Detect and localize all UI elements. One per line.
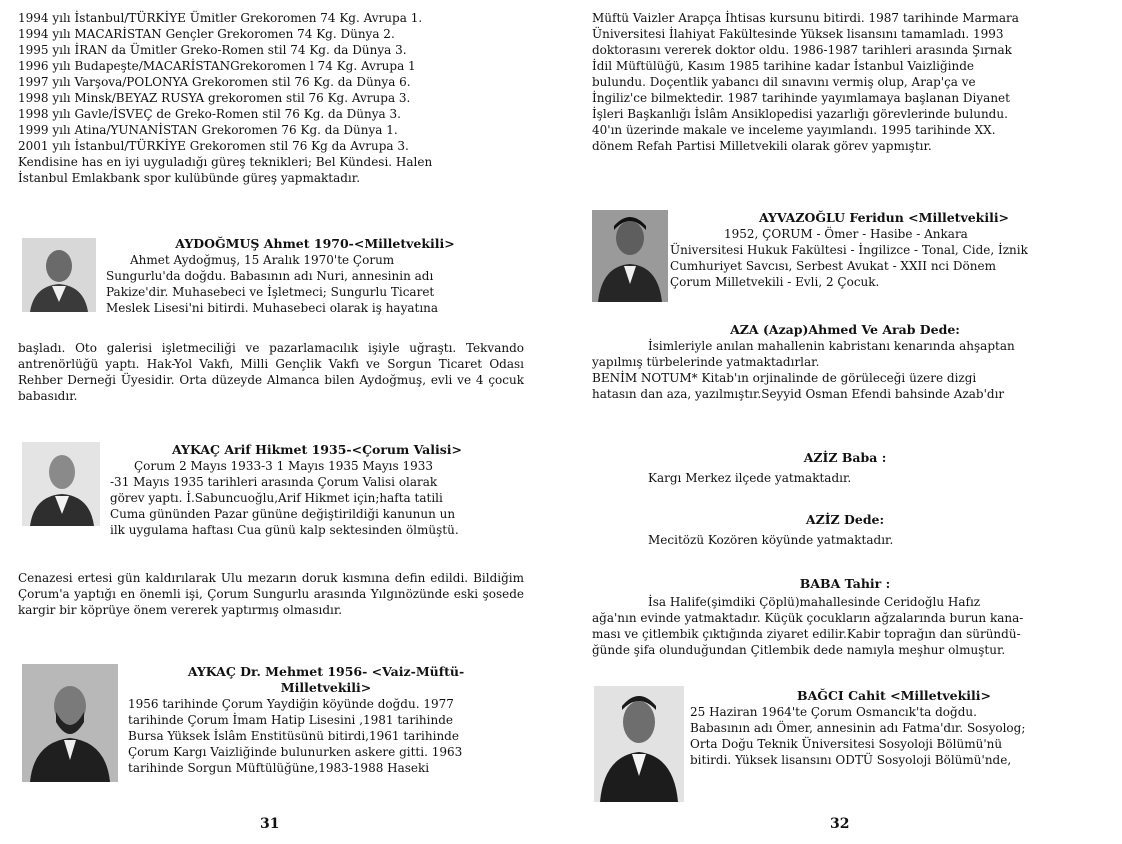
bio-line: 1952, ÇORUM - Ömer - Hasibe - Ankara [724, 227, 968, 241]
bio-line: İşleri Başkanlığı İslâm Ansiklopedisi yazarlığı görevlerinde bulundu. [592, 107, 1008, 121]
record-line: 1994 yılı MACARİSTAN Gençler Grekoromen 74 Kg. Dünya 2. [18, 27, 395, 41]
entry-aykac-mehmet [128, 664, 524, 776]
bio-line: Kargı Merkez ilçede yatmaktadır. [648, 471, 852, 485]
bio-line: Bursa Yüksek İslâm Enstitüsünü bitirdi,1961 tarihinde [128, 729, 459, 743]
bio-line: Ahmet Aydoğmuş, 15 Aralık 1970'te Çorum [130, 253, 395, 267]
bio-line: Çorum Milletvekili - Evli, 2 Çocuk. [670, 275, 880, 289]
left-page [18, 10, 524, 844]
bio-line: 40'ın üzerinde makale ve inceleme yayımlandı. 1995 tarihinde XX. [592, 123, 996, 137]
bio-line: Müftü Vaizler Arapça İhtisas kursunu bitirdi. 1987 tarihinde Marmara [592, 11, 1019, 25]
portrait-ayvazoglu [592, 210, 668, 302]
entry-aydogmus [106, 236, 524, 316]
entry-heading: AZİZ Baba : [803, 450, 887, 465]
entry-heading: Milletvekili> [280, 680, 372, 695]
page-number: 31 [260, 816, 280, 832]
bio-line: tarihinde Çorum İmam Hatip Lisesini ,1981 tarihinde [128, 713, 453, 727]
bio-line: Çorum Kargı Vaizliğinde bulunurken askere gitti. 1963 [128, 745, 463, 759]
entry-baba-tahir [592, 576, 1098, 658]
bio-line: BENİM NOTUM* Kitab'ın orjinalinde de görüleceği üzere dizgi [592, 371, 977, 385]
bio-line: Pakize'dir. Muhasebeci ve İşletmeci; Sungurlu Ticaret [106, 285, 435, 299]
bio-line: İsa Halife(şimdiki Çöplü)mahallesinde Ceridoğlu Hafız [648, 595, 981, 609]
record-line: İstanbul Emlakbank spor kulübünde güreş yapmaktadır. [18, 171, 361, 185]
bio-line: Cumhuriyet Savcısı, Serbest Avukat - XXII nci Dönem [670, 259, 996, 273]
record-line: 1995 yılı İRAN da Ümitler Greko-Romen stil 74 Kg. da Dünya 3. [18, 43, 407, 57]
entry-heading: AYKAÇ Arif Hikmet 1935-<Çorum Valisi> [171, 442, 463, 457]
bio-line: Orta Doğu Teknik Üniversitesi Sosyoloji Bölümü'nü [690, 737, 1003, 751]
entry-heading: BABA Tahir : [799, 576, 891, 591]
record-line: 2001 yılı İstanbul/TÜRKİYE Grekoromen stil 76 Kg da Avrupa 3. [18, 139, 409, 153]
bio-line: yapılmış türbelerinde yatmaktadırlar. [592, 355, 820, 369]
bio-line: bitirdi. Yüksek lisansını ODTÜ Sosyoloji Bölümü'nde, [690, 753, 1012, 767]
portrait-aykac-mehmet [22, 664, 118, 782]
bio-line: Meslek Lisesi'ni bitirdi. Muhasebeci olarak iş hayatına [106, 301, 439, 315]
entry-heading: AYDOĞMUŞ Ahmet 1970-<Milletvekili> [175, 236, 455, 251]
entry-heading: AZİZ Dede: [805, 512, 885, 527]
bio-line: İngiliz'ce bilmektedir. 1987 tarihinde yayımlamaya başlanan Diyanet [592, 91, 1010, 105]
page-number: 32 [830, 816, 850, 832]
bio-text: başladı. Oto galerisi işletmeciliği ve pazarlamacılık işiyle uğraştı. Tekvando antrenörlüğü yaptı. Hak-Yol Vakfı, Milli Gençlik Vakfı ve Sorgun Ticaret Odası Rehber Derneği Üyesidir. Orta düzeyde Almanca bilen Aydoğmuş, evli ve 4 çocuk babasıdır. [18, 341, 524, 403]
bio-line: ağa'nın evinde yatmaktadır. Küçük çocukların ağzalarında burun kana- [592, 611, 1024, 625]
entry-aziz-dede [592, 512, 1098, 548]
bio-line: Babasının adı Ömer, annesinin adı Fatma'dır. Sosyolog; [690, 721, 1026, 735]
record-line: 1998 yılı Minsk/BEYAZ RUSYA grekoromen stil 76 Kg. Avrupa 3. [18, 91, 411, 105]
record-line: 1999 yılı Atina/YUNANİSTAN Grekoromen 76 Kg. da Dünya 1. [18, 123, 398, 137]
entry-heading: BAĞCI Cahit <Milletvekili> [797, 688, 991, 703]
bio-line: ğünde şifa olunduğundan Çitlembik dede namıyla meşhur olmuştur. [592, 643, 1006, 657]
bio-line: İdil Müftülüğü, Kasım 1985 tarihine kadar İstanbul Vaizliğinde [592, 59, 975, 73]
entry-aziz-baba [592, 450, 1098, 486]
record-line: 1996 yılı Budapeşte/MACARİSTANGrekoromen l 74 Kg. Avrupa 1 [18, 59, 416, 73]
bio-line: hatasın dan aza, yazılmıştır.Seyyid Osman Efendi bahsinde Azab'dır [592, 387, 1005, 401]
entry-aykac-arif [110, 442, 524, 538]
bio-line: dönem Refah Partisi Milletvekili olarak görev yapmıştır. [592, 139, 932, 153]
right-page [592, 10, 1098, 844]
entry-ayvazoglu [670, 210, 1098, 290]
bio-text: Cenazesi ertesi gün kaldırılarak Ulu mezarın doruk kısmına defin edildi. Bildiğim Çorum'a yaptığı en önemli işi, Çorum Sungurlu arasında Yılgınözünde eski şosede kargir bir köprüye önem vererek yaptırmış olmasıdır. [18, 571, 524, 617]
bio-line: Mecitözü Kozören köyünde yatmaktadır. [648, 533, 894, 547]
bio-line: tarihinde Sorgun Müftülüğüne,1983-1988 Haseki [128, 761, 430, 775]
record-line: 1998 yılı Gavle/İSVEÇ de Greko-Romen stil 76 Kg. da Dünya 3. [18, 107, 401, 121]
bio-line: Cuma gününden Pazar gününe değiştirildiği kanunun un [110, 507, 456, 521]
entry-heading: AYKAÇ Dr. Mehmet 1956- <Vaiz-Müftü- [187, 664, 465, 679]
record-line: 1994 yılı İstanbul/TÜRKİYE Ümitler Grekoromen 74 Kg. Avrupa 1. [18, 11, 423, 25]
bio-line: İsimleriyle anılan mahallenin kabristanı kenarında ahşaptan [648, 339, 1015, 353]
bio-line: ması ve çitlembik çıktığında ziyaret edilir.Kabir toprağın dan süründü- [592, 627, 1021, 641]
entry-continuation [592, 10, 1098, 154]
bio-line: ilk uygulama haftası Cua günü kalp sektesinden ölmüştü. [110, 523, 459, 537]
entry-aza [592, 322, 1098, 402]
bio-line: görev yaptı. İ.Sabuncuoğlu,Arif Hikmet için;hafta tatili [110, 491, 443, 505]
entry-heading: AZA (Azap)Ahmed Ve Arab Dede: [730, 322, 960, 337]
bio-line: Üniversitesi İlahiyat Fakültesinde Yüksek lisansını tamamladı. 1993 [592, 27, 1004, 41]
wrestling-records [18, 10, 524, 186]
bio-line: doktorasını vererek doktor oldu. 1986-1987 tarihleri arasında Şırnak [592, 43, 1012, 57]
bio-line: Üniversitesi Hukuk Fakültesi - İngilizce - Tonal, Cide, İznik [670, 243, 1028, 257]
record-line: Kendisine has en iyi uyguladığı güreş teknikleri; Bel Kündesi. Halen [18, 155, 433, 169]
portrait-aydogmus [22, 238, 96, 312]
bio-line: Sungurlu'da doğdu. Babasının adı Nuri, annesinin adı [106, 269, 434, 283]
bio-line: 25 Haziran 1964'te Çorum Osmancık'ta doğdu. [690, 705, 977, 719]
entry-bagci [690, 688, 1098, 768]
bio-line: bulundu. Doçentlik yabancı dil sınavını vermiş olup, Arap'ça ve [592, 75, 976, 89]
record-line: 1997 yılı Varşova/POLONYA Grekoromen stil 76 Kg. da Dünya 6. [18, 75, 411, 89]
portrait-bagci [594, 686, 684, 802]
bio-line: 1956 tarihinde Çorum Yaydiğin köyünde doğdu. 1977 [128, 697, 454, 711]
portrait-aykac-arif [22, 442, 100, 526]
bio-line: -31 Mayıs 1935 tarihleri arasında Çorum Valisi olarak [110, 475, 438, 489]
entry-heading: AYVAZOĞLU Feridun <Milletvekili> [758, 210, 1010, 225]
bio-line: Çorum 2 Mayıs 1933-3 1 Mayıs 1935 Mayıs 1933 [134, 459, 433, 473]
